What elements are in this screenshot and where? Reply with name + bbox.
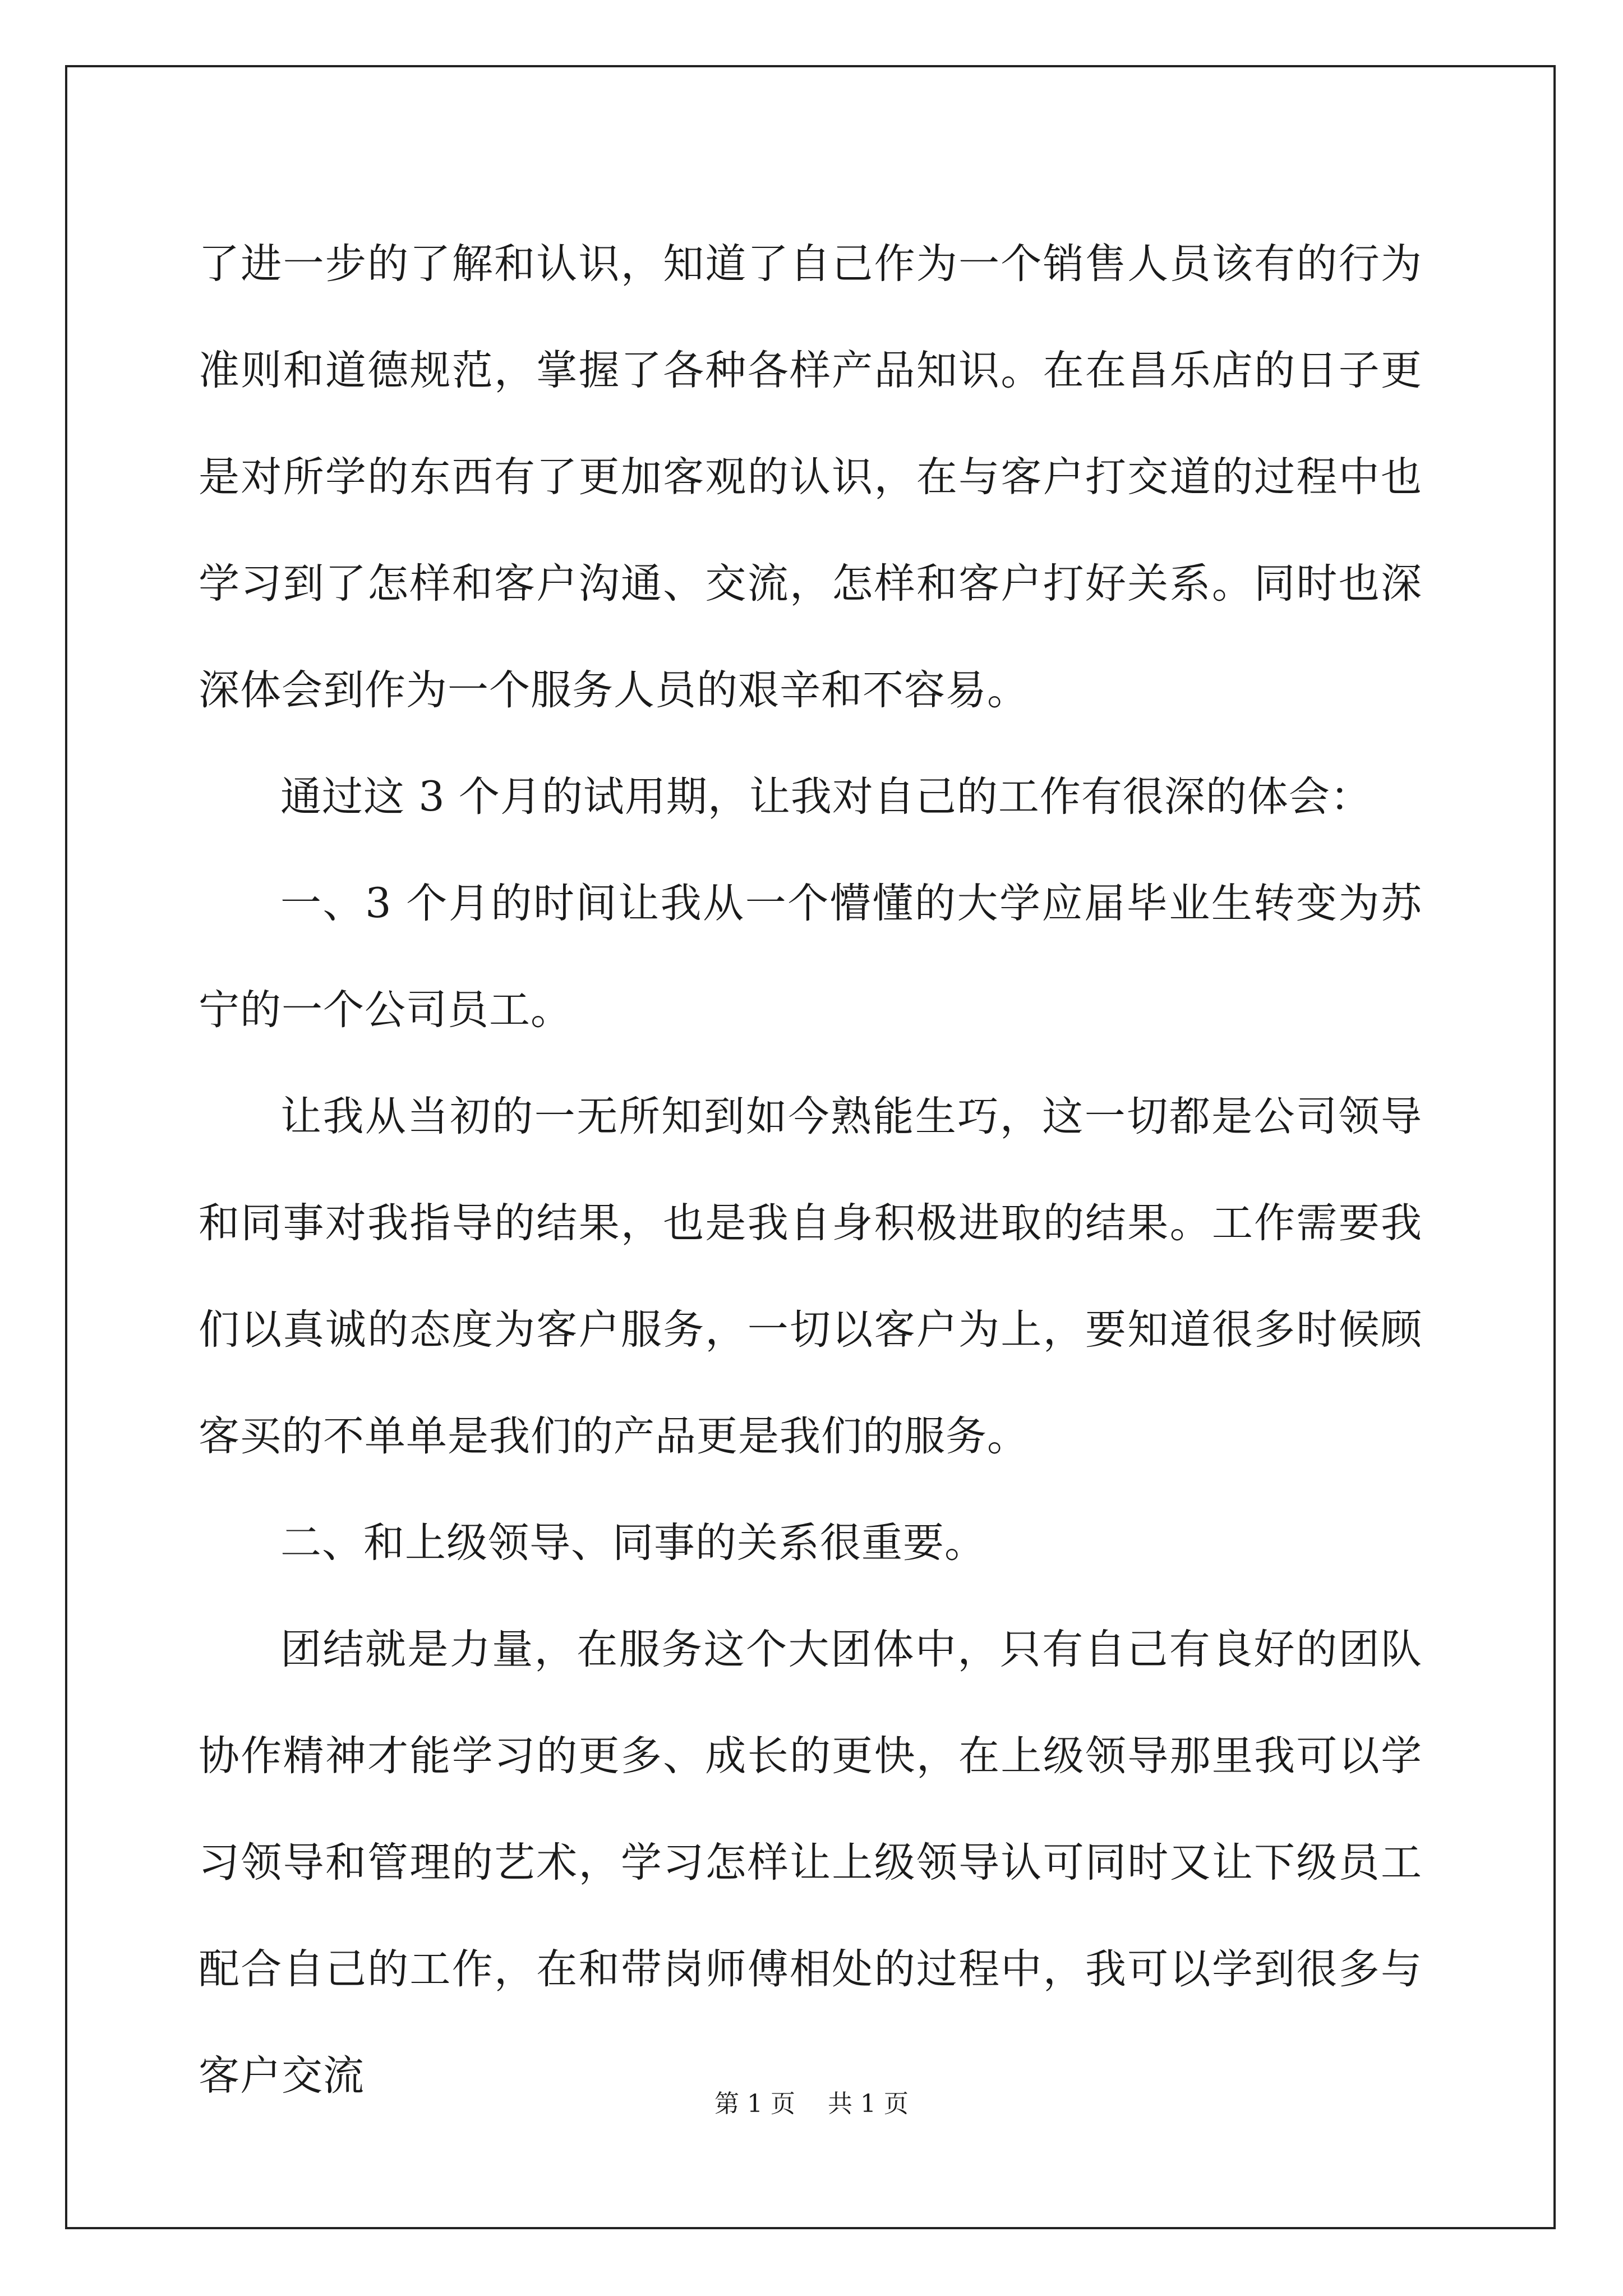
paragraph-point-one-detail: 让我从当初的一无所知到如今熟能生巧，这一切都是公司领导和同事对我指导的结果，也是我自身积极进取的结果。工作需要我们以真诚的态度为客户服务，一切以客户为上，要知道很多时候顾客买的不单单是我们的产品更是我们的服务。 [199,1093,1422,1460]
paragraph-intro: 通过这 3 个月的试用期，让我对自己的工作有很深的体会： [280,773,1372,821]
paragraph-continued: 了进一步的了解和认识，知道了自己作为一个销售人员该有的行为准则和道德规范，掌握了各种各样产品知识。在在昌乐店的日子更是对所学的东西有了更加客观的认识，在与客户打交道的过程中也学习到了怎样和客户沟通、交流，怎样和客户打好关系。同时也深深体会到作为一个服务人员的艰辛和不容易。 [199,240,1422,714]
page-number-footer: 第 1 页 共 1 页 [714,2090,909,2118]
paragraph-point-two: 二、和上级领导、同事的关系很重要。 [280,1519,986,1567]
document-body [199,211,1422,2129]
paragraph-point-one: 一、3 个月的时间让我从一个懵懂的大学应届毕业生转变为苏宁的一个公司员工。 [199,880,1422,1034]
paragraph-point-two-detail: 团结就是力量，在服务这个大团体中，只有自己有良好的团队协作精神才能学习的更多、成长的更快，在上级领导那里我可以学习领导和管理的艺术，学习怎样让上级领导认可同时又让下级员工配合自己的工作，在和带岗师傅相处的过程中，我可以学到很多与客户交流 [199,1626,1422,2100]
